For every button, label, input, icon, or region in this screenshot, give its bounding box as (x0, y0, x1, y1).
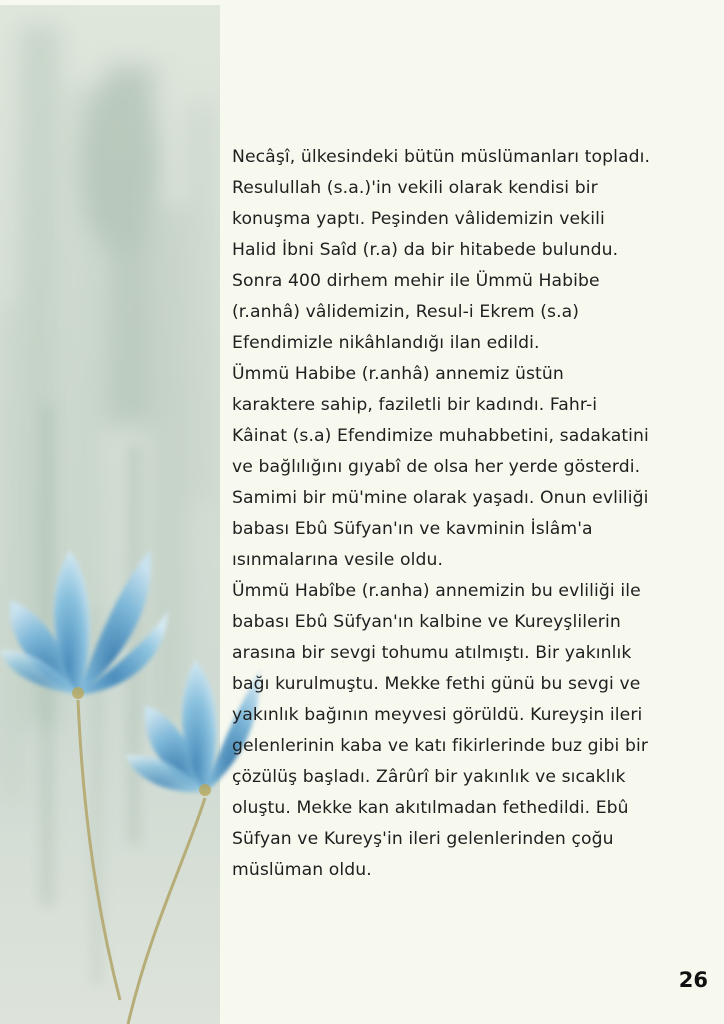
text-line: konuşma yaptı. Peşinden vâlidemizin vekili (232, 209, 605, 229)
text-line: babası Ebû Süfyan'ın ve kavminin İslâm'a (232, 519, 593, 539)
text-line: ısınmalarına vesile oldu. (232, 550, 444, 570)
text-line: Samimi bir mü'mine olarak yaşadı. Onun evliliği (232, 488, 649, 508)
body-text (232, 142, 712, 886)
text-line: ve bağlılığını gıyabî de olsa her yerde gösterdi. (232, 457, 641, 477)
text-line: Halid İbni Saîd (r.a) da bir hitabede bulundu. (232, 240, 619, 260)
text-line: müslüman oldu. (232, 860, 372, 880)
text-line: Sonra 400 dirhem mehir ile Ümmü Habibe (232, 271, 600, 291)
text-line: Necâşî, ülkesindeki bütün müslümanları topladı. (232, 147, 651, 167)
text-line: Kâinat (s.a) Efendimize muhabbetini, sadakatini (232, 426, 649, 446)
flower-center (199, 784, 211, 796)
text-line: babası Ebû Süfyan'ın kalbine ve Kureyşlilerin (232, 612, 621, 632)
text-line: Süfyan ve Kureyş'in ileri gelenlerinden çoğu (232, 829, 614, 849)
text-line: arasına bir sevgi tohumu atılmıştı. Bir yakınlık (232, 643, 632, 663)
text-line: gelenlerinin kaba ve katı fikirlerinde buz gibi bir (232, 736, 649, 756)
blue-flowers-illustration (0, 530, 260, 1024)
text-line: karaktere sahip, faziletli bir kadındı. Fahr-i (232, 395, 598, 415)
text-line: Resulullah (s.a.)'in vekili olarak kendisi bir (232, 178, 598, 198)
text-line: Ümmü Habîbe (r.anha) annemizin bu evliliği ile (232, 581, 641, 601)
text-line: Ümmü Habibe (r.anhâ) annemiz üstün (232, 364, 564, 384)
text-line: bağı kurulmuştu. Mekke fethi günü bu sevgi ve (232, 674, 641, 694)
flower-stem (128, 798, 205, 1024)
text-line: çözülüş başladı. Zârûrî bir yakınlık ve sıcaklık (232, 767, 626, 787)
text-line: Efendimizle nikâhlandığı ilan edildi. (232, 333, 540, 353)
blue-flower-left (0, 550, 168, 695)
text-line: oluştu. Mekke kan akıtılmadan fethedildi. Ebû (232, 798, 629, 818)
text-line: yakınlık bağının meyvesi görüldü. Kureyşin ileri (232, 705, 643, 725)
flower-center (72, 687, 84, 699)
page-number: 26 (678, 968, 708, 992)
flower-stem (78, 700, 120, 1000)
text-line: (r.anhâ) vâlidemizin, Resul-i Ekrem (s.a) (232, 302, 580, 322)
